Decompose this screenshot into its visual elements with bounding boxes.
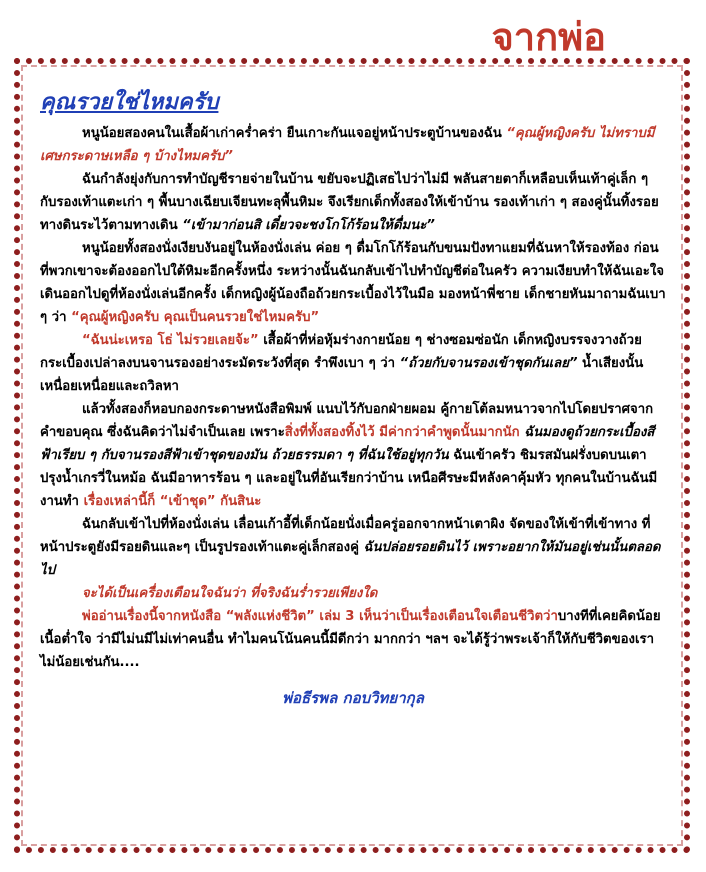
quote-text: “ฉันน่ะเหรอ โธ่ ไม่รวยเลยจ้ะ” [82, 333, 259, 348]
quote-text: “เข้ามาก่อนสิ เดี๋ยวจะชงโกโก้ร้อนให้ดื่มนะ” [182, 218, 435, 233]
quote-text: “ถ้วยกับจานรองเข้าชุดกันเลย” [399, 356, 578, 371]
paragraph-text: บางทีที่เคยคิดน้อยเนื้อต่ำใจ ว่ามีไม่นมีไม่เท่าคนอื่น ทำไมคนโน้นคนนี้มีดีกว่า มากกว่า ฯลฯ จะได้รู้ว่าพระเจ้าก็ให้กับชีวิตของเรา ไม่น้อยเช่นกัน.... [40, 609, 661, 670]
quote-text: “คุณผู้หญิงครับ ไม่ทราบมีเศษกระดาษเหลือ ๆ บ้างไหมครับ” [40, 126, 655, 164]
paragraph-5 [40, 398, 666, 513]
paragraph-4 [40, 329, 666, 398]
paragraph-1 [40, 122, 666, 168]
paragraph-8 [40, 605, 666, 674]
page-heading: จากพ่อ [491, 14, 606, 59]
paragraph-text: แล้วทั้งสองก็หอบกองกระดาษหนังสือพิมพ์ แนบไว้กับอกฝ่ายผอม คู้กายโต้ลมหนาวจากไปโดยปราศจากคำขอบคุณ ซึ่งฉันคิดว่าไม่จำเป็นเลย เพราะ [40, 402, 654, 440]
paragraph-text: หนูน้อยสองคนในเสื้อผ้าเก่าคร่ำคร่า ยืนเกาะกันแจอยู่หน้าประตูบ้านของฉัน [82, 126, 507, 141]
paragraph-text: หนูน้อยทั้งสองนั่งเงียบงันอยู่ในห้องนั่งเล่น ค่อย ๆ ดื่มโกโก้ร้อนกับขนมปังทาแยมที่ฉันหาให้รองท้อง ก่อนที่พวกเขาจะต้องออกไปใต้หิมะอีกครั้งหนึ่ง ระหว่างนั้นฉันกลับเข้าไปทำบัญชีต่อในครัว ความเงียบทำให้ฉันเอะใจ เดินออกไปดูที่ห้องนั่งเล่นอีกครั้ง เด็กหญิงผู้น้องถือถ้วยกระเบื้องไว้ในมือ มองหน้าพี่ชาย เด็กชายหันมาถามฉันเบา ๆ ว่า [40, 241, 666, 325]
paragraph-text: ฉันกลับเข้าไปที่ห้องนั่งเล่น เลื่อนเก้าอี้ที่เด็กน้อยนั่งเมื่อครู่ออกจากหน้าเตาผิง จัดของให้เข้าที่เข้าทาง ที่หน้าประตูยังมีรอยดินและๆ เป็นรูปรองเท้าแตะคู่เล็กสองคู่ [40, 517, 651, 555]
italic-text: ฉันมองดูถ้วยกระเบื้องสีฟ้าเรียบ ๆ กับจานรองสีฟ้าเข้าชุดของมัน ถ้วยธรรมดา ๆ ที่ฉันใช้อยู่ทุกวัน [40, 425, 655, 463]
italic-text: ฉันปล่อยรอยดินไว้ เพราะอยากให้มันอยู่เช่นนั้นตลอดไป [40, 540, 661, 578]
story-title: คุณรวยใช่ไหมครับ [40, 90, 219, 115]
signature: พ่อธีรพล กอบวิทยากุล [282, 689, 424, 707]
paragraph-7: จะได้เป็นเครื่องเตือนใจฉันว่า ที่จริงฉันร่ำรวยเพียงใด [82, 586, 378, 601]
paragraph-2 [40, 168, 666, 237]
quote-text: “คุณผู้หญิงครับ คุณเป็นคนรวยใช่ไหมครับ” [71, 310, 320, 325]
paragraph-text: เสื้อผ้าที่ห่อหุ้มร่างกายน้อย ๆ ช่างซอมซ่อนัก เด็กหญิงบรรจงวางถ้วยกระเบื้องเปล่าลงบนจานรองอย่างระมัดระวังที่สุด รำพึงเบา ๆ ว่า [40, 333, 642, 371]
highlight-text: สิ่งที่ทั้งสองทิ้งไว้ มีค่ากว่าคำพูดนั้นมากนัก [284, 425, 520, 440]
paragraph-text: ฉันกำลังยุ่งกับการทำบัญชีรายจ่ายในบ้าน ขยับจะปฏิเสธไปว่าไม่มี พลันสายตาก็เหลือบเห็นเท้าคู่เล็ก ๆ กับรองเท้าแตะเก่า ๆ พื้นบางเฉียบเจียนทะลุพื้นหิมะ จึงเรียกเด็กทั้งสองให้เข้าบ้าน รองเท้าเก่า ๆ สองคู่นั้นทิ้งรอยทางดินระไว้ตามทางเดิน [40, 172, 659, 233]
story-body [40, 88, 666, 710]
paragraph-text: น้ำเสียงนั้นเหนื่อยเหนื่อยและถวิลหา [40, 356, 644, 394]
paragraph-6 [40, 513, 666, 582]
paragraph-3 [40, 237, 666, 329]
highlight-text: เรื่องเหล่านี้ก็ “เข้าชุด” กันสินะ [83, 494, 262, 509]
paragraph-text: ฉันเข้าครัว ชิมรสมันฝรั่งบดบนเตา ปรุงน้ำเกรวี่ในหม้อ ฉันมีอาหารร้อน ๆ และอยู่ในที่อันเรียกว่าบ้าน เหนือศีรษะมีหลังคาคุ้มหัว ทุกคนในบ้านฉันมีงานทำ [40, 448, 658, 509]
highlight-text: พ่ออ่านเรื่องนี้จากหนังสือ “พลังแห่งชีวิต” เล่ม 3 เห็นว่าเป็นเรื่องเตือนใจเตือนชีวิตว่า [82, 609, 558, 624]
